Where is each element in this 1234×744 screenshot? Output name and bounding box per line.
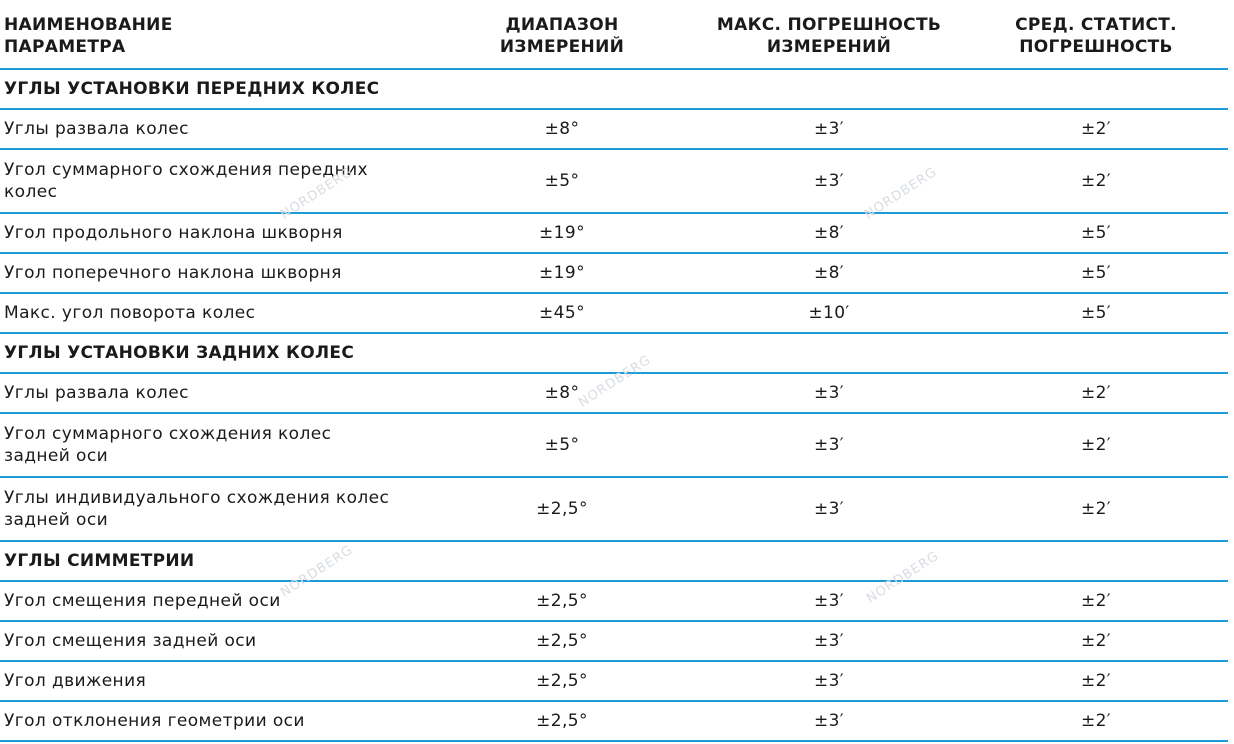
header-average-error: [964, 4, 1228, 69]
section-title: УГЛЫ УСТАНОВКИ ЗАДНИХ КОЛЕС: [0, 333, 1228, 373]
parameter-name: Углы развала колес: [0, 373, 430, 413]
table-row: [0, 373, 1228, 413]
section-header-front-wheels: [0, 69, 1228, 109]
avg-error-value: ±2′: [964, 621, 1228, 661]
section-header-symmetry: [0, 541, 1228, 581]
avg-error-value: ±5′: [964, 253, 1228, 293]
parameter-name: Угол отклонения геометрии оси: [0, 701, 430, 741]
table-row: [0, 477, 1228, 541]
range-value: ±2,5°: [430, 661, 694, 701]
table-row: [0, 149, 1228, 213]
table-row: [0, 581, 1228, 621]
section-title: УГЛЫ УСТАНОВКИ ПЕРЕДНИХ КОЛЕС: [0, 69, 1228, 109]
max-error-value: ±3′: [694, 477, 964, 541]
max-error-value: ±10′: [694, 293, 964, 333]
parameter-name: Угол движения: [0, 661, 430, 701]
range-value: ±5°: [430, 149, 694, 213]
header-parameter-name-text: НАИМЕНОВАНИЕ ПАРАМЕТРА: [4, 15, 173, 57]
avg-error-value: ±5′: [964, 293, 1228, 333]
table-row: [0, 213, 1228, 253]
max-error-value: ±3′: [694, 701, 964, 741]
range-value: ±5°: [430, 413, 694, 477]
section-title: УГЛЫ СИММЕТРИИ: [0, 541, 1228, 581]
watermark: NORDBERG: [576, 352, 654, 411]
avg-error-value: ±2′: [964, 373, 1228, 413]
header-max-error-text: МАКС. ПОГРЕШНОСТЬ ИЗМЕРЕНИЙ: [716, 15, 942, 57]
avg-error-value: ±2′: [964, 477, 1228, 541]
parameter-name: Углы развала колес: [0, 109, 430, 149]
parameter-name: Угол продольного наклона шкворня: [0, 213, 430, 253]
range-value: ±8°: [430, 373, 694, 413]
header-measurement-range-text: ДИАПАЗОН ИЗМЕРЕНИЙ: [499, 15, 625, 57]
header-measurement-range: [430, 4, 694, 69]
section-header-rear-wheels: [0, 333, 1228, 373]
table-row: [0, 253, 1228, 293]
header-average-error-text: СРЕД. СТАТИСТ. ПОГРЕШНОСТЬ: [1015, 15, 1177, 57]
max-error-value: ±8′: [694, 213, 964, 253]
parameter-name: Углы индивидуального схождения колес задней оси: [0, 477, 430, 541]
avg-error-value: ±2′: [964, 413, 1228, 477]
table-row: [0, 293, 1228, 333]
avg-error-value: ±2′: [964, 109, 1228, 149]
range-value: ±8°: [430, 109, 694, 149]
range-value: ±2,5°: [430, 581, 694, 621]
header-max-error: [694, 4, 964, 69]
range-value: ±2,5°: [430, 701, 694, 741]
parameter-name: Макс. угол поворота колес: [0, 293, 430, 333]
avg-error-value: ±2′: [964, 149, 1228, 213]
parameter-name: Угол суммарного схождения передних колес: [0, 149, 430, 213]
parameter-name: Угол поперечного наклона шкворня: [0, 253, 430, 293]
parameter-name: Угол суммарного схождения колес задней оси: [0, 413, 430, 477]
watermark: NORDBERG: [864, 548, 942, 607]
max-error-value: ±3′: [694, 661, 964, 701]
table-row: [0, 109, 1228, 149]
specifications-table: [0, 4, 1228, 742]
range-value: ±19°: [430, 253, 694, 293]
table-row: [0, 413, 1228, 477]
table-header-row: [0, 4, 1228, 69]
header-parameter-name: [0, 4, 430, 69]
watermark: NORDBERG: [278, 542, 356, 601]
avg-error-value: ±2′: [964, 701, 1228, 741]
max-error-value: ±3′: [694, 109, 964, 149]
max-error-value: ±3′: [694, 621, 964, 661]
range-value: ±2,5°: [430, 477, 694, 541]
max-error-value: ±3′: [694, 373, 964, 413]
table-row: [0, 661, 1228, 701]
max-error-value: ±3′: [694, 149, 964, 213]
max-error-value: ±3′: [694, 581, 964, 621]
watermark: NORDBERG: [862, 164, 940, 223]
range-value: ±45°: [430, 293, 694, 333]
max-error-value: ±8′: [694, 253, 964, 293]
range-value: ±19°: [430, 213, 694, 253]
parameter-name: Угол смещения задней оси: [0, 621, 430, 661]
avg-error-value: ±2′: [964, 581, 1228, 621]
avg-error-value: ±2′: [964, 661, 1228, 701]
table-row: [0, 621, 1228, 661]
parameter-name: Угол смещения передней оси: [0, 581, 430, 621]
avg-error-value: ±5′: [964, 213, 1228, 253]
range-value: ±2,5°: [430, 621, 694, 661]
watermark: NORDBERG: [278, 164, 356, 223]
table-row: [0, 701, 1228, 741]
max-error-value: ±3′: [694, 413, 964, 477]
